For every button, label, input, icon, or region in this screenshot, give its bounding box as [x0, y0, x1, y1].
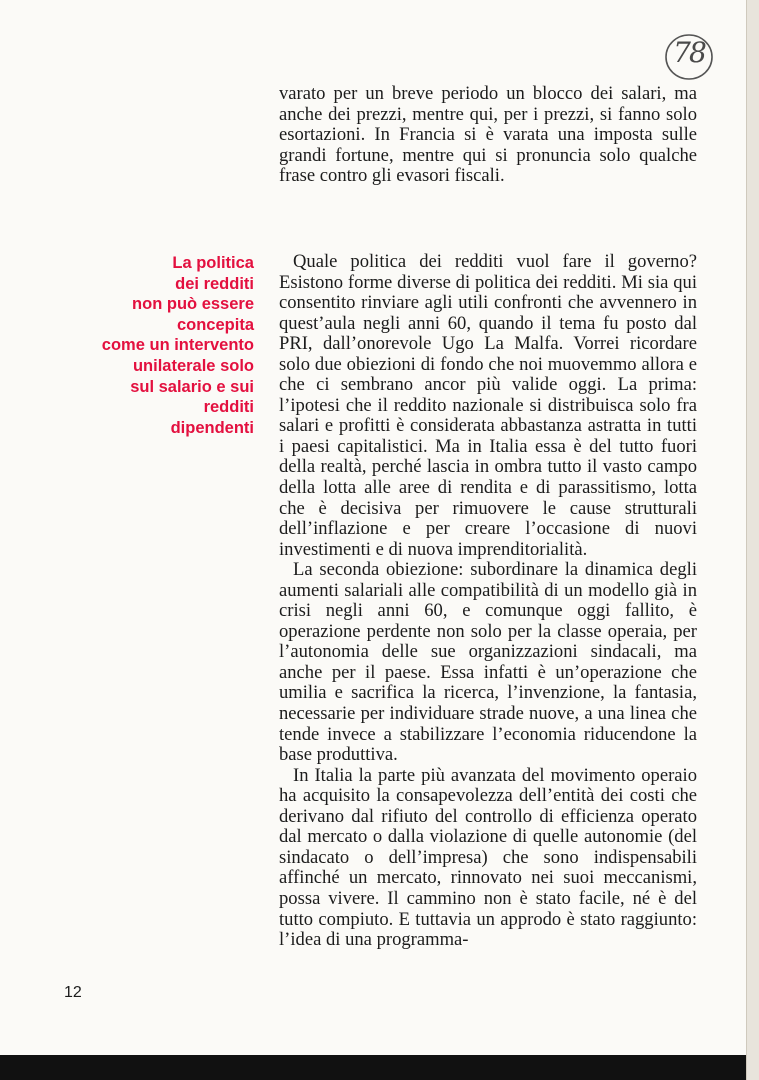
- top-paragraph-block: [279, 84, 697, 187]
- top-paragraph: varato per un breve periodo un blocco dei salari, ma anche dei prezzi, mentre qui, per i prezzi, si fanno solo esortazioni. In Francia si è varata una imposta sulle grandi fortune, mentre qui si pronuncia solo qualche frase contro gli evasori fiscali.: [279, 83, 697, 187]
- sidenote-line: La politica: [172, 254, 254, 272]
- sidenote-line: dei redditi: [175, 274, 254, 293]
- paragraph: In Italia la parte più avanzata del movimento operaio ha acquisito la consapevolezza dell’entità dei costi che derivano dal rifiuto del controllo di efficienza operato dal mercato o dalla violazione di quelle autonomie (del sindacato o dell’impresa) che sono indispensabili affinché un mercato, rinnovato nei suoi meccanismi, possa vivere. Il cammino non è stato facile, né è del tutto compiuto. E tuttavia un approdo è stato raggiunto: l’idea di una programma-: [279, 764, 697, 951]
- handwritten-page-annotation: [662, 30, 716, 84]
- sidenote-line: dipendenti: [170, 418, 254, 437]
- sidenote-line: unilaterale solo: [132, 356, 254, 375]
- main-text-block: [279, 252, 697, 951]
- sidenote: [60, 253, 254, 438]
- handwritten-number: 78: [673, 36, 705, 69]
- sidenote-line: concepita: [176, 315, 254, 334]
- paragraph: La seconda obiezione: subordinare la dinamica degli aumenti salariali alle compatibilità di un modello già in crisi negli anni 60, e comunque oggi fallito, è operazione perdente non solo per la classe operaia, per l’autonomia delle sue organizzazioni sindacali, ma anche per il paese. Essa infatti è un’operazione che umilia e sacrifica la ricerca, l’invenzione, la fantasia, necessarie per individuare strade nuove, a una linea che tende invece a stabilizzare l’economia riducendone la base produttiva.: [279, 559, 697, 766]
- sidenote-line: sul salario e sui: [130, 377, 254, 396]
- page-edge: [746, 0, 759, 1080]
- sidenote-line: come un intervento: [101, 336, 254, 355]
- page-number: 12: [64, 984, 82, 1001]
- scan-background: [0, 1055, 746, 1080]
- sidenote-line: non può essere: [132, 295, 254, 314]
- sidenote-line: redditi: [203, 398, 254, 417]
- paragraph: Quale politica dei redditi vuol fare il governo? Esistono forme diverse di politica dei redditi. Mi sia qui consentito rinviare agli utili confronti che avvennero in quest’aula negli anni 60, quando il tema fu posto dal PRI, dall’onorevole Ugo La Malfa. Vorrei ricordare solo due obiezioni di fondo che noi muovemmo allora e che ci sembrano ancor più valide oggi. La prima: l’ipotesi che il reddito nazionale si distribuisca solo fra salari e profitti è considerata abbastanza astratta in tutti i paesi capitalistici. Ma in Italia essa è del tutto fuori della realtà, perché lascia in ombra tutto il vasto campo della lotta alle aree di rendita e di parassitismo, lotta che è decisiva per rimuovere le cause strutturali dell’inflazione e per creare l’occasione di nuovi investimenti e di nuova imprenditorialità.: [279, 251, 697, 560]
